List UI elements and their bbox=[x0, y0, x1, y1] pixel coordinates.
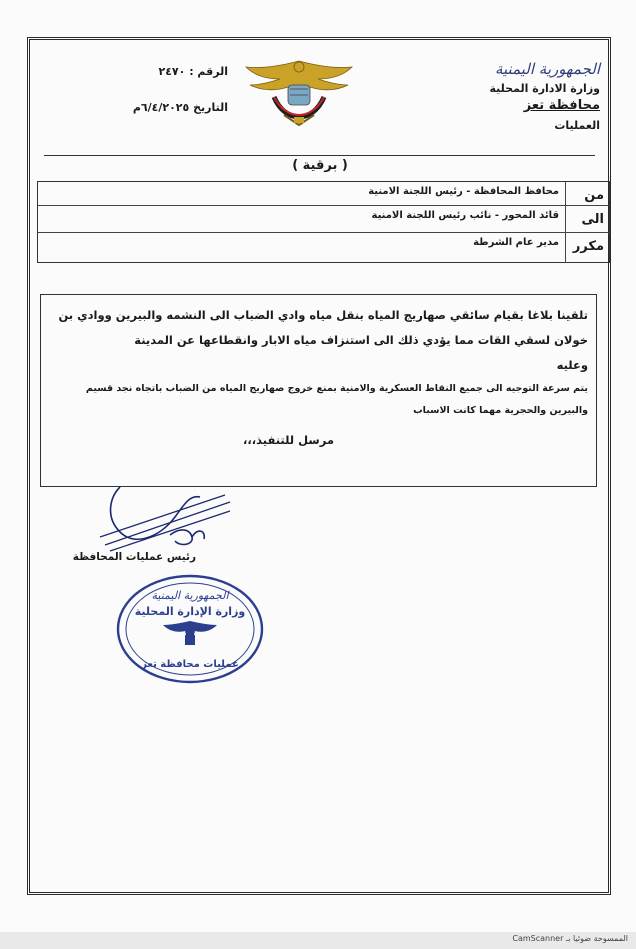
scanner-footer bbox=[0, 932, 636, 949]
routing-value-from: محافظ المحافظة - رئيس اللجنة الامنية bbox=[368, 186, 559, 197]
number-value: ٢٤٧٠ bbox=[158, 65, 186, 78]
number-label: الرقم : bbox=[189, 65, 228, 78]
stamp-text-top: الجمهورية اليمنية bbox=[151, 589, 229, 602]
document-type: ( برقية ) bbox=[292, 158, 348, 173]
routing-value-to: قائد المحور - نائب رئيس اللجنة الامنية bbox=[371, 210, 559, 221]
header-divider bbox=[44, 155, 595, 156]
brand-script: الجمهورية اليمنية bbox=[494, 60, 600, 78]
routing-row-from bbox=[38, 182, 609, 206]
ministry-name: وزارة الادارة المحلية bbox=[489, 82, 600, 95]
body-wa-alayh: وعليه bbox=[556, 358, 588, 372]
department-name: العمليات bbox=[554, 119, 600, 132]
stamp-text-bottom: عمليات محافظة تعز bbox=[141, 659, 239, 670]
body-closing: مرسل للتنفيذ،،، bbox=[243, 433, 334, 447]
body-paragraph: تلقينا بلاغا بقيام سائقي صهاريج المياه بنقل مياه وادي الضباب الى النشمه والبيرين ووادي بن خولان لسقي القات مما يؤدي ذلك الى استنزاف مياه الابار وانقطاعها عن المدينة bbox=[58, 308, 588, 347]
routing-label-from: من bbox=[565, 182, 609, 205]
routing-label-to: الى bbox=[565, 206, 609, 232]
stamp-emblem-icon bbox=[163, 621, 217, 645]
reference-date bbox=[78, 99, 228, 117]
yemen-emblem-icon bbox=[244, 55, 354, 127]
routing-row-to bbox=[38, 206, 609, 233]
scanner-watermark: الممسوحة ضوئيا بـ CamScanner bbox=[512, 934, 628, 943]
reference-number bbox=[78, 63, 228, 81]
routing-table bbox=[37, 181, 610, 263]
official-stamp bbox=[115, 573, 265, 685]
header-authority bbox=[400, 60, 600, 133]
message-body bbox=[40, 294, 597, 487]
routing-value-cc: مدير عام الشرطة bbox=[473, 237, 559, 248]
date-value: ٦/٤/٢٠٢٥م bbox=[132, 101, 190, 114]
routing-label-cc: مكرر bbox=[565, 233, 609, 263]
routing-row-cc bbox=[38, 233, 609, 263]
date-label: التاريخ bbox=[193, 101, 228, 114]
header-reference bbox=[78, 63, 228, 117]
stamp-text-mid: وزارة الإدارة المحلية bbox=[134, 605, 246, 618]
signatory-title: رئيس عمليات المحافظة bbox=[72, 551, 196, 563]
body-directive: يتم سرعة التوجيه الى جميع النقاط العسكرية والامنية بمنع خروج صهاريج المياه من الضباب باتجاه نجد قسيم والبيرين والحجرية مهما كانت الاسباب bbox=[85, 383, 588, 416]
governorate-name: محافظة تعز bbox=[523, 98, 600, 113]
